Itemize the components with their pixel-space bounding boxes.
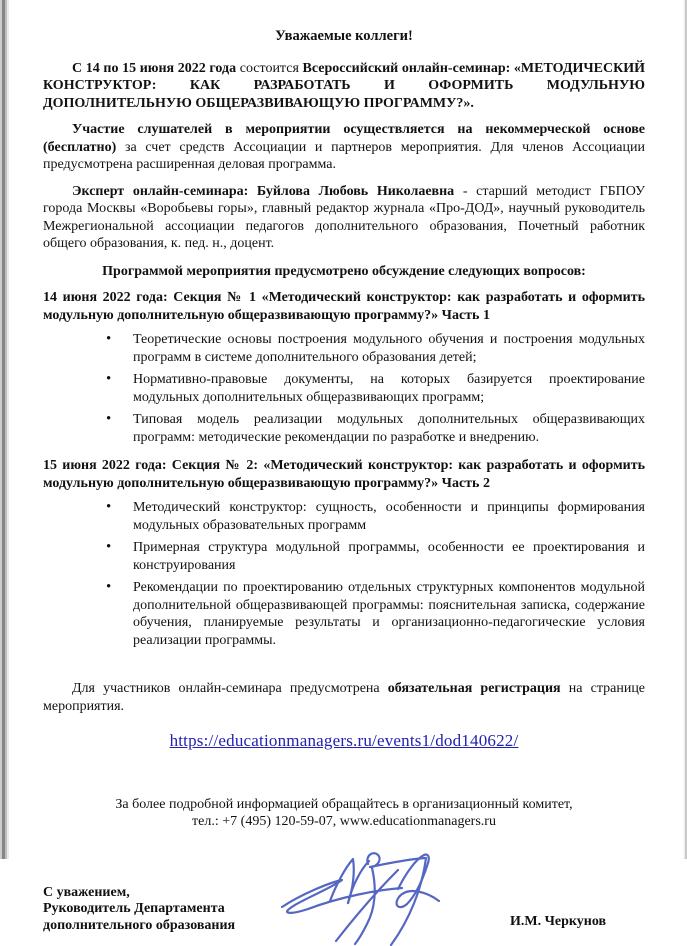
- page-edge-left: [0, 0, 10, 859]
- registration-pre-text: Для участников онлайн-семинара предусмотрена: [72, 681, 380, 696]
- section-2-heading: 15 июня 2022 года: Секция № 2: «Методический конструктор: как разработать и оформить модульную дополнительную общеразвивающую программу?» Часть 2: [43, 458, 645, 491]
- signature-block: [43, 847, 645, 946]
- signatory-line-1: С уважением,: [43, 884, 130, 900]
- intro-paragraph: [43, 60, 645, 113]
- intro-dates-text: С 14 по 15 июня 2022 года: [72, 60, 237, 76]
- list-item: • Примерная структура модульной программы, особенности ее проектирования и конструирования: [133, 539, 645, 574]
- signatory-line-2: Руководитель Департамента: [43, 901, 225, 916]
- expert-name-text: Эксперт онлайн-семинара: Буйлова Любовь Николаевна: [72, 183, 455, 199]
- expert-paragraph: [43, 183, 645, 253]
- contact-line-2: тел.: +7 (495) 120-59-07, www.educationmanagers.ru: [192, 814, 496, 829]
- registration-bold-text: обязательная регистрация: [387, 681, 561, 696]
- registration-post-text: на странице мероприятия.: [43, 681, 646, 714]
- contact-footer: [43, 796, 645, 831]
- participation-bold-text: Участие слушателей в мероприятии осуществляется на некоммерческой основе (бесплатно): [43, 122, 645, 155]
- signatory-line-3: дополнительного образования: [43, 917, 236, 933]
- registration-link[interactable]: https://educationmanagers.ru/events1/dod140622/: [169, 731, 519, 750]
- intro-seminar-title: Всероссийский онлайн-семинар: «МЕТОДИЧЕСКИЙ КОНСТРУКТОР: КАК РАЗРАБОТАТЬ И ОФОРМИТЬ МОДУЛЬНУЮ ДОПОЛНИТЕЛЬНУЮ ОБЩЕРАЗВИВАЮЩУЮ ПРОГРАММУ?».: [43, 60, 646, 111]
- contact-line-1: За более подробной информацией обращайтесь в организационный комитет,: [115, 796, 573, 812]
- list-item: • Нормативно-правовые документы, на которых базируется проектирование модульных дополнительных общеразвивающих программ;: [133, 371, 645, 406]
- participation-paragraph: [43, 121, 645, 174]
- signatory-title: [43, 885, 235, 935]
- list-item: • Теоретические основы построения модульного обучения и построения модульных программ в системе дополнительного образования детей;: [133, 331, 645, 366]
- greeting-heading: Уважаемые коллеги!: [275, 28, 413, 44]
- registration-paragraph: [43, 680, 645, 715]
- signature-image: [278, 847, 456, 946]
- list-item: • Методический конструктор: сущность, особенности и принципы формирования модульных образовательных программ: [133, 499, 645, 534]
- letter-content: [43, 0, 645, 946]
- registration-link-line: [43, 732, 645, 752]
- program-heading: Программой мероприятия предусмотрено обсуждение следующих вопросов:: [102, 263, 586, 279]
- page-edge-right: [683, 0, 687, 859]
- participation-normal-text: за счет средств Ассоциации и партнеров мероприятия. Для членов Ассоциации предусмотрена расширенная деловая программа.: [43, 139, 645, 172]
- intro-verb-text: состоится: [239, 60, 299, 76]
- section-1-heading: 14 июня 2022 года: Секция № 1 «Методический конструктор: как разработать и оформить модульную дополнительную общеразвивающую программу?» Часть 1: [43, 290, 645, 323]
- list-item: • Рекомендации по проектированию отдельных структурных компонентов модульной дополнительной общеразвивающей программы: пояснительная записка, содержание обучения, планируемые результаты и организационно-педагогические условия реализации программы.: [133, 579, 645, 649]
- signatory-name: И.М. Черкунов: [510, 913, 607, 929]
- section-2-list: [43, 499, 645, 649]
- expert-description-text: - старший методист ГБПОУ города Москвы «Воробьевы горы», главный редактор журнала «Про-ДОД», научный руководитель Межрегиональной ассоциации педагогов дополнительного образования, Почетный работник общего образования, к. пед. н., доцент.: [43, 183, 645, 251]
- list-item: • Типовая модель реализации модульных дополнительных общеразвивающих программ: методические рекомендации по разработке и внедрению.: [133, 411, 645, 446]
- section-1-list: [43, 331, 645, 446]
